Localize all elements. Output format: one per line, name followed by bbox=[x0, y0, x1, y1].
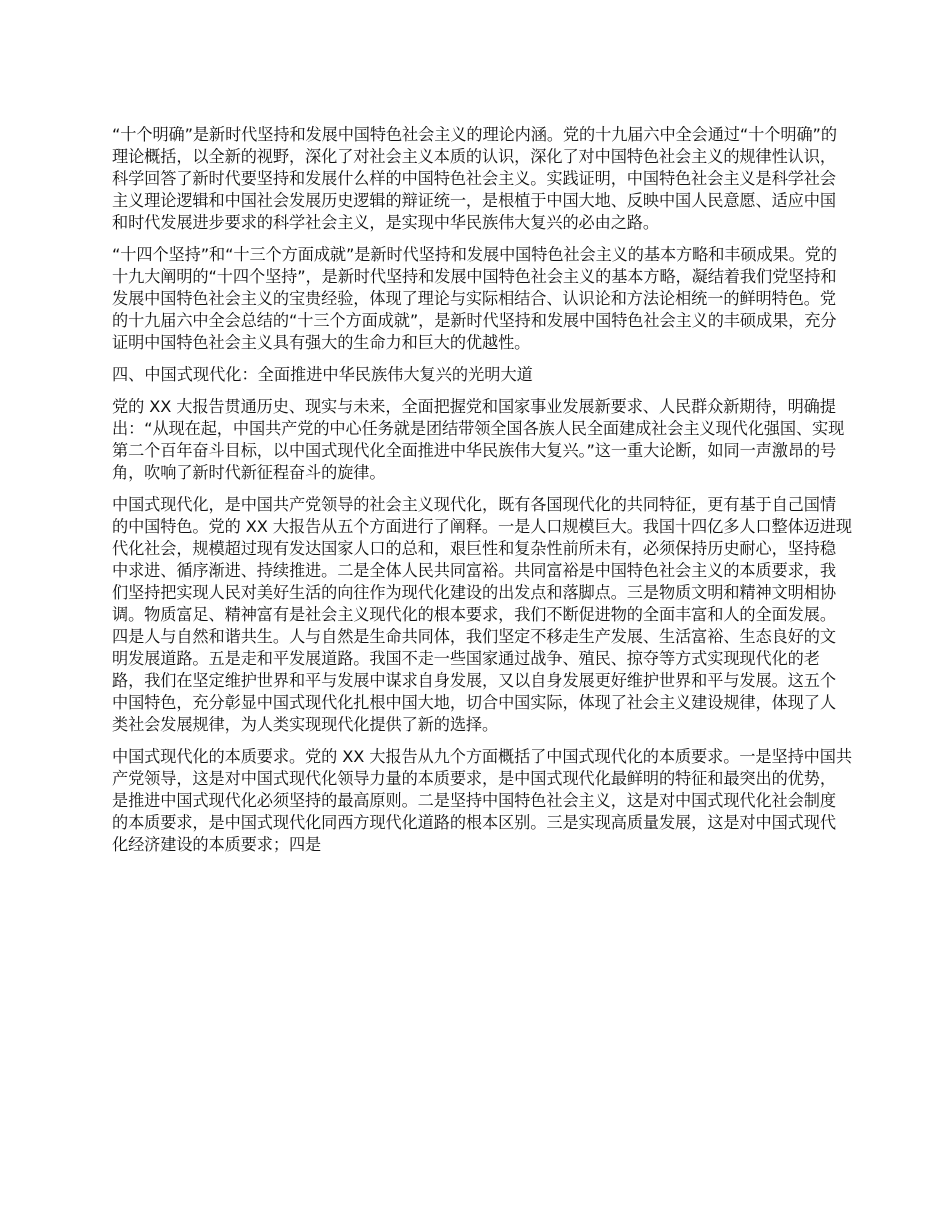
paragraph-central-task: 党的 XX 大报告贯通历史、现实与未来，全面把握党和国家事业发展新要求、人民群众新期待，明确提出：“从现在起，中国共产党的中心任务就是团结带领全国各族人民全面建成社会主义现代化强国、实现第二个百年奋斗目标，以中国式现代化全面推进中华民族伟大复兴。”这一重大论断，如同一声激昂的号角，吹响了新时代新征程奋斗的旋律。 bbox=[112, 397, 845, 482]
paragraph-essential-requirements: 中国式现代化的本质要求。党的 XX 大报告从九个方面概括了中国式现代化的本质要求。一是坚持中国共产党领导，这是对中国式现代化领导力量的本质要求，是中国式现代化最鲜明的特征和最突出的优势，是推进中国式现代化必须坚持的最高原则。二是坚持中国特色社会主义，这是对中国式现代化社会制度的本质要求，是中国式现代化同西方现代化道路的根本区别。三是实现高质量发展，这是对中国式现代化经济建设的本质要求；四是 bbox=[112, 747, 852, 854]
paragraph-chinese-modernization-features: 中国式现代化，是中国共产党领导的社会主义现代化，既有各国现代化的共同特征，更有基于自己国情的中国特色。党的 XX 大报告从五个方面进行了阐释。一是人口规模巨大。我国十四亿多人口整体迈进现代化社会，规模超过现有发达国家人口的总和，艰巨性和复杂性前所未有，必须保持历史耐心，坚持稳中求进、循序渐进、持续推进。二是全体人民共同富裕。共同富裕是中国特色社会主义的本质要求，我们坚持把实现人民对美好生活的向往作为现代化建设的出发点和落脚点。三是物质文明和精神文明相协调。物质富足、精神富有是社会主义现代化的根本要求，我们不断促进物的全面丰富和人的全面发展。四是人与自然和谐共生。人与自然是生命共同体，我们坚定不移走生产发展、生活富裕、生态良好的文明发展道路。五是走和平发展道路。我国不走一些国家通过战争、殖民、掠夺等方式实现现代化的老路，我们在坚定维护世界和平与发展中谋求自身发展，又以自身发展更好维护世界和平与发展。这五个中国特色，充分彰显中国式现代化扎根中国大地，切合中国实际，体现了社会主义建设规律，体现了人类社会发展规律，为人类实现现代化提供了新的选择。 bbox=[112, 495, 852, 734]
paragraph-fourteen-adherences: “十四个坚持”和“十三个方面成就”是新时代坚持和发展中国特色社会主义的基本方略和丰硕成果。党的十九大阐明的“十四个坚持”，是新时代坚持和发展中国特色社会主义的基本方略，凝结着我们党坚持和发展中国特色社会主义的宝贵经验，体现了理论与实际相结合、认识论和方法论相统一的鲜明特色。党的十九届六中全会总结的“十三个方面成就”，是新时代坚持和发展中国特色社会主义的丰硕成果，充分证明中国特色社会主义具有强大的生命力和巨大的优越性。 bbox=[112, 245, 837, 352]
section-heading: 四、中国式现代化：全面推进中华民族伟大复兴的光明大道 bbox=[112, 365, 533, 384]
paragraph-ten-clarifications: “十个明确”是新时代坚持和发展中国特色社会主义的理论内涵。党的十九届六中全会通过“十个明确”的理论概括，以全新的视野，深化了对社会主义本质的认识，深化了对中国特色社会主义的规律性认识，科学回答了新时代要坚持和发展什么样的中国特色社会主义。实践证明，中国特色社会主义是科学社会主义理论逻辑和中国社会发展历史逻辑的辩证统一，是根植于中国大地、反映中国人民意愿、适应中国和时代发展进步要求的科学社会主义，是实现中华民族伟大复兴的必由之路。 bbox=[112, 125, 837, 232]
document-page bbox=[112, 124, 852, 866]
